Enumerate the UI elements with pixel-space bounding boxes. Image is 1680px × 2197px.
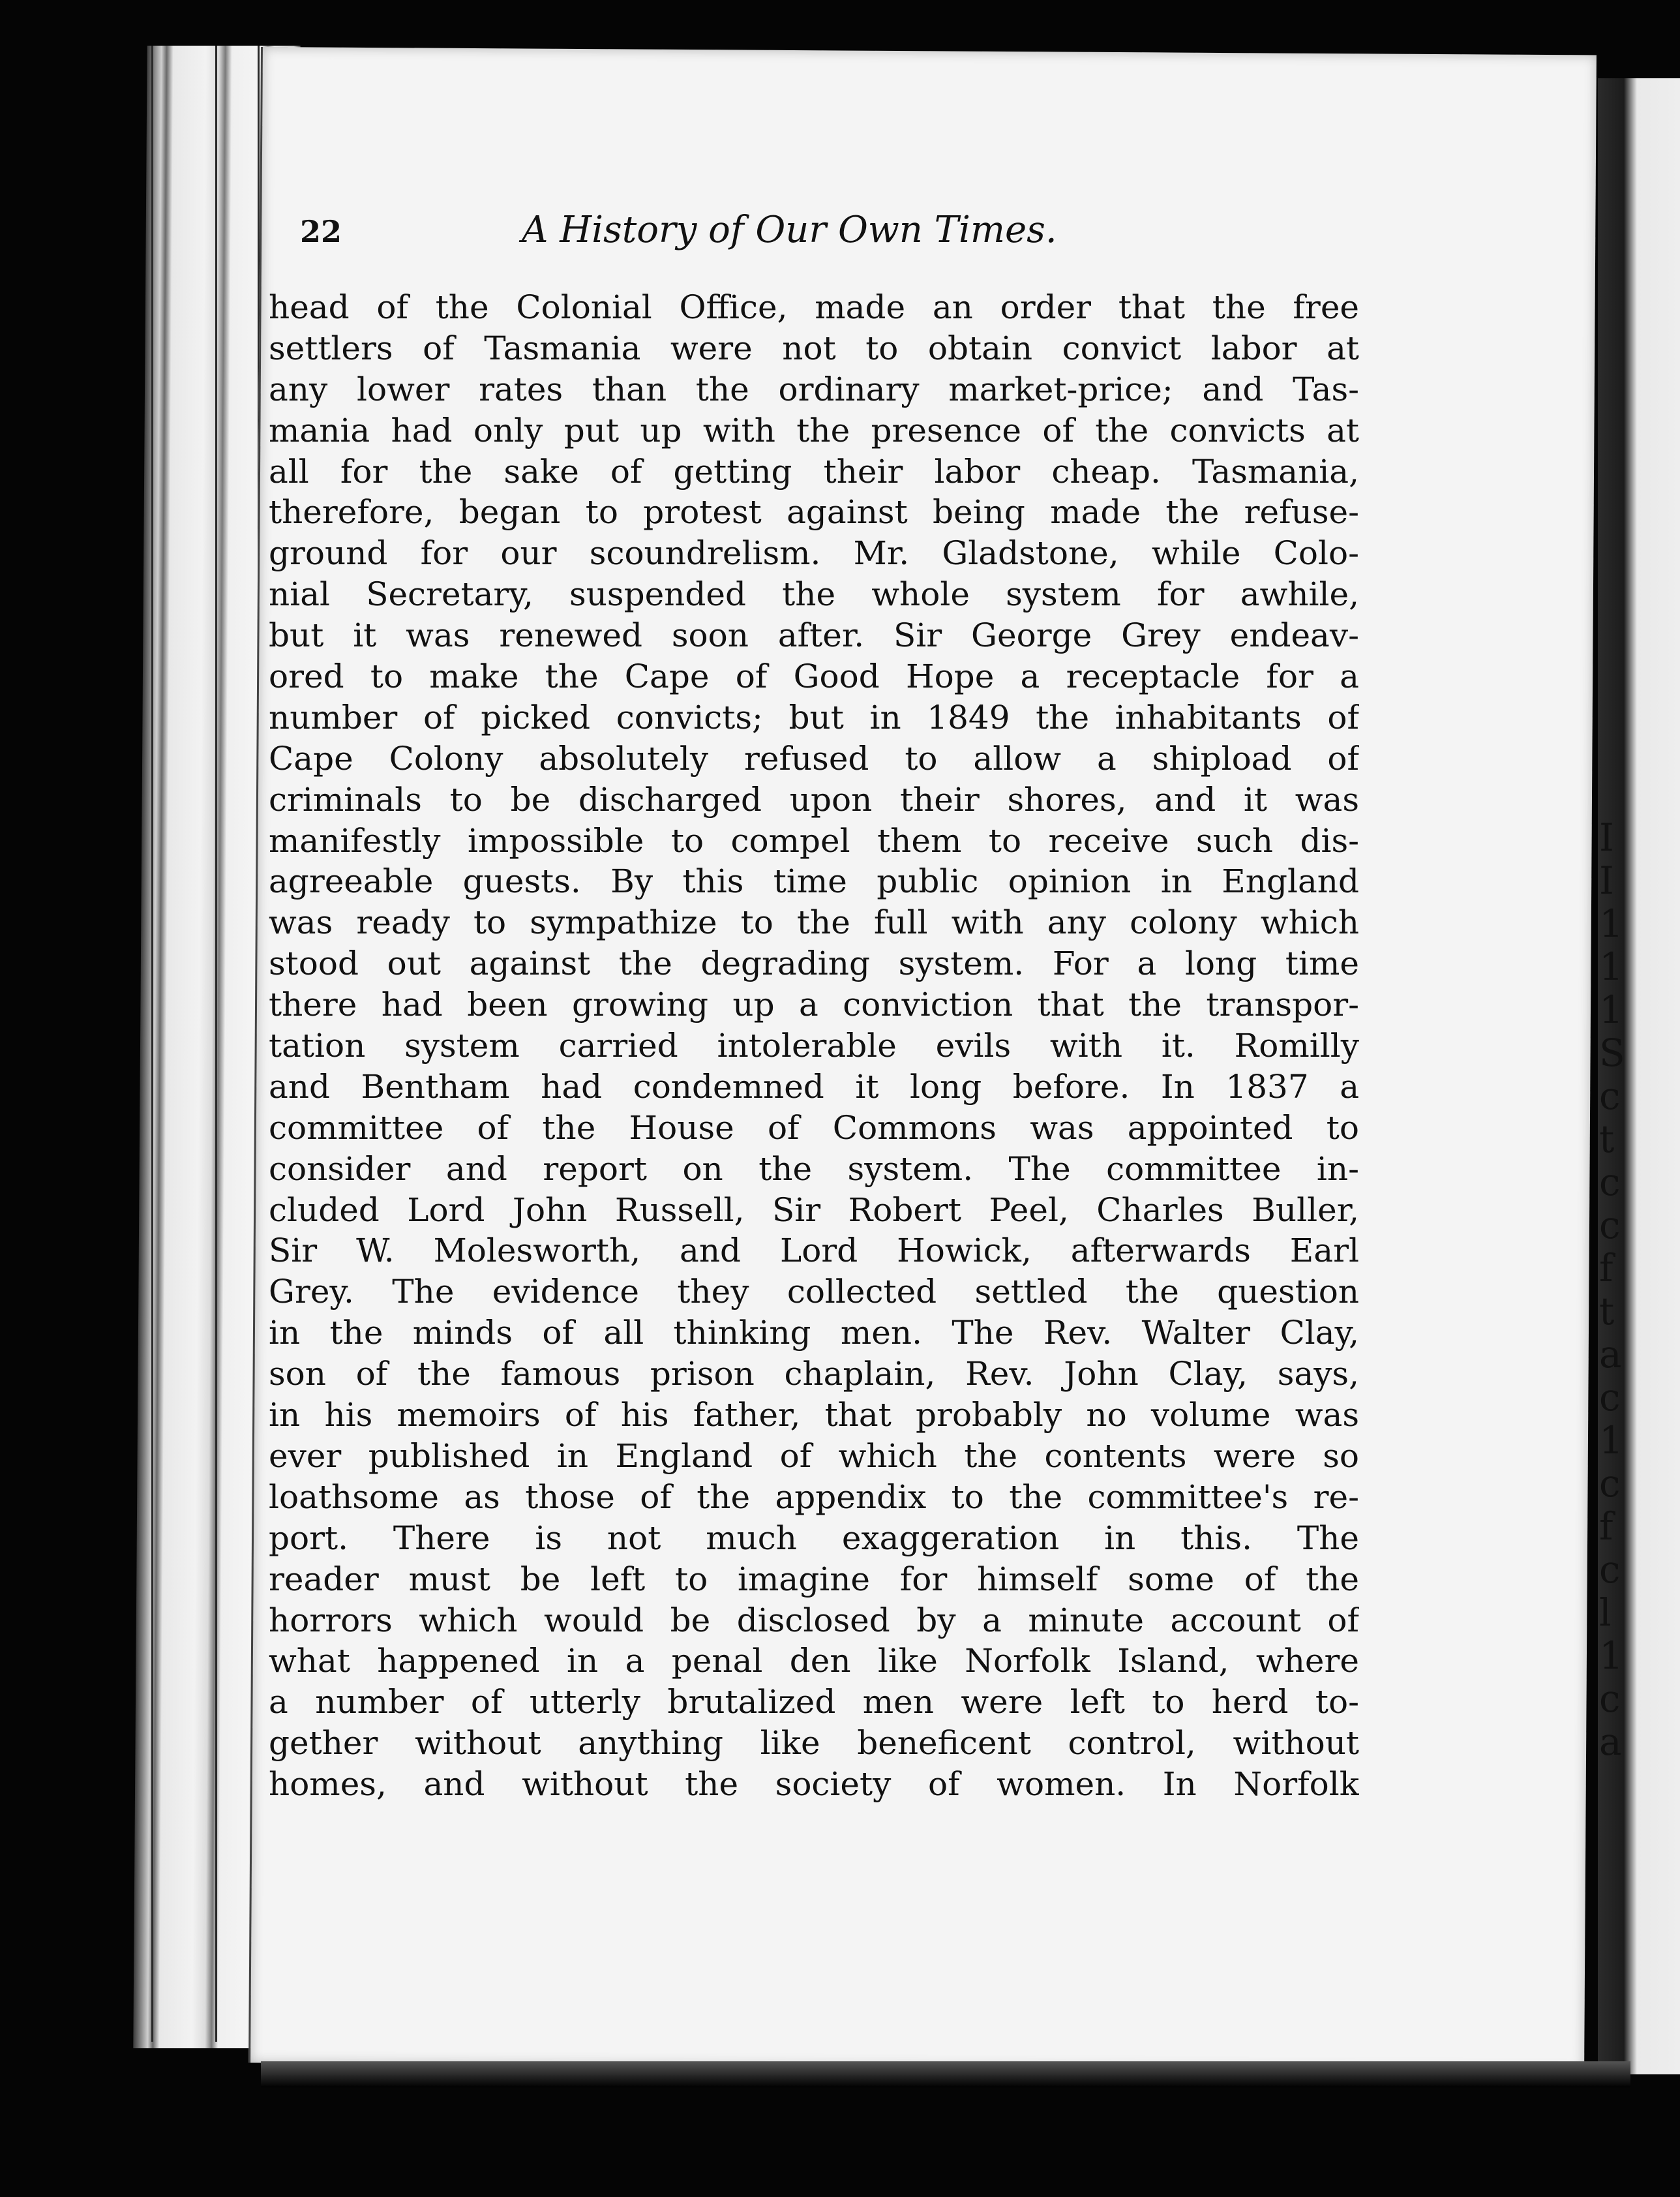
text-line: criminals to be discharged upon their shores, and it was: [269, 780, 1359, 819]
facing-page-letter: f: [1599, 1504, 1613, 1549]
text-line: therefore, began to protest against being made the refuse-: [269, 493, 1359, 532]
facing-page-letter: c: [1599, 1461, 1621, 1506]
running-title: A History of Our Own Times.: [522, 209, 1057, 251]
facing-page-letter: a: [1599, 1332, 1622, 1376]
facing-page-letter: a: [1599, 1720, 1622, 1764]
page-number: 22: [300, 214, 342, 249]
facing-page-letter: c: [1599, 1375, 1621, 1419]
text-line: committee of the House of Commons was appointed to: [269, 1108, 1359, 1147]
text-line: settlers of Tasmania were not to obtain convict labor at: [269, 329, 1359, 367]
page-edge-line: [151, 46, 153, 2042]
text-line: port. There is not much exaggeration in this. The: [269, 1519, 1359, 1557]
facing-page-letter: 1: [1599, 1633, 1623, 1678]
facing-page-letter: t: [1599, 1117, 1615, 1161]
page-bottom-shadow: [261, 2061, 1630, 2087]
text-line: tation system carried intolerable evils with it. Romilly: [269, 1027, 1359, 1065]
page-header: [300, 209, 1317, 267]
facing-page-letter: 1: [1599, 902, 1623, 946]
text-line: son of the famous prison chaplain, Rev. John Clay, says,: [269, 1355, 1359, 1393]
text-line: was ready to sympathize to the full with any colony which: [269, 903, 1359, 942]
text-line: and Bentham had condemned it long before. In 1837 a: [269, 1067, 1359, 1106]
page-edge-line: [215, 46, 217, 2042]
facing-page-letter: c: [1599, 1160, 1621, 1204]
text-line: gether without anything like beneficent control, without: [269, 1724, 1359, 1763]
text-line: ored to make the Cape of Good Hope a receptacle for a: [269, 658, 1359, 696]
text-line: there had been growing up a conviction that the transpor-: [269, 986, 1359, 1024]
text-line: agreeable guests. By this time public opinion in England: [269, 862, 1359, 901]
text-line: Sir W. Molesworth, and Lord Howick, afterwards Earl: [269, 1232, 1359, 1270]
text-line: consider and report on the system. The committee in-: [269, 1149, 1359, 1188]
text-line: any lower rates than the ordinary market-price; and Tas-: [269, 370, 1359, 408]
facing-page-letter: l: [1599, 1590, 1612, 1635]
facing-page-letter: 1: [1599, 1418, 1623, 1462]
facing-page-letter: c: [1599, 1547, 1621, 1592]
facing-page-letter: c: [1599, 1676, 1621, 1721]
text-line: horrors which would be disclosed by a minute account of: [269, 1601, 1359, 1639]
text-line: mania had only put up with the presence of the convicts at: [269, 411, 1359, 449]
text-line: but it was renewed soon after. Sir George Grey endeav-: [269, 616, 1359, 655]
text-line: Cape Colony absolutely refused to allow a shipload of: [269, 739, 1359, 778]
text-line: ground for our scoundrelism. Mr. Gladstone, while Colo-: [269, 534, 1359, 573]
text-line: a number of utterly brutalized men were left to herd to-: [269, 1683, 1359, 1721]
facing-page-edge: [1598, 78, 1680, 2074]
text-line: in the minds of all thinking men. The Rev. Walter Clay,: [269, 1314, 1359, 1352]
text-line: cluded Lord John Russell, Sir Robert Peel, Charles Buller,: [269, 1190, 1359, 1229]
facing-page-letter: I: [1599, 815, 1614, 860]
text-line: Grey. The evidence they collected settled the question: [269, 1273, 1359, 1311]
text-line: what happened in a penal den like Norfolk Island, where: [269, 1642, 1359, 1680]
facing-page-letter: I: [1599, 858, 1614, 903]
facing-page-letter: S: [1599, 1031, 1625, 1075]
body-text: [269, 287, 1359, 1805]
text-line: number of picked convicts; but in 1849 the inhabitants of: [269, 698, 1359, 736]
facing-page-letter: 1: [1599, 988, 1623, 1032]
facing-page-letter: c: [1599, 1203, 1621, 1247]
text-line: nial Secretary, suspended the whole system for awhile,: [269, 575, 1359, 614]
text-line: head of the Colonial Office, made an order that the free: [269, 288, 1359, 326]
facing-page-letter: t: [1599, 1289, 1615, 1333]
text-line: in his memoirs of his father, that probably no volume was: [269, 1396, 1359, 1434]
text-line: loathsome as those of the appendix to the committee's re-: [269, 1477, 1359, 1516]
text-line: stood out against the degrading system. For a long time: [269, 945, 1359, 983]
text-line: homes, and without the society of women. In Norfolk: [269, 1765, 1359, 1804]
text-line: ever published in England of which the contents were so: [269, 1436, 1359, 1475]
facing-page-letter: 1: [1599, 945, 1623, 989]
text-line: reader must be left to imagine for himself some of the: [269, 1560, 1359, 1598]
facing-page-letter: c: [1599, 1074, 1621, 1118]
text-line: manifestly impossible to compel them to receive such dis-: [269, 821, 1359, 860]
facing-page-letter: f: [1599, 1246, 1613, 1290]
text-line: all for the sake of getting their labor cheap. Tasmania,: [269, 452, 1359, 491]
